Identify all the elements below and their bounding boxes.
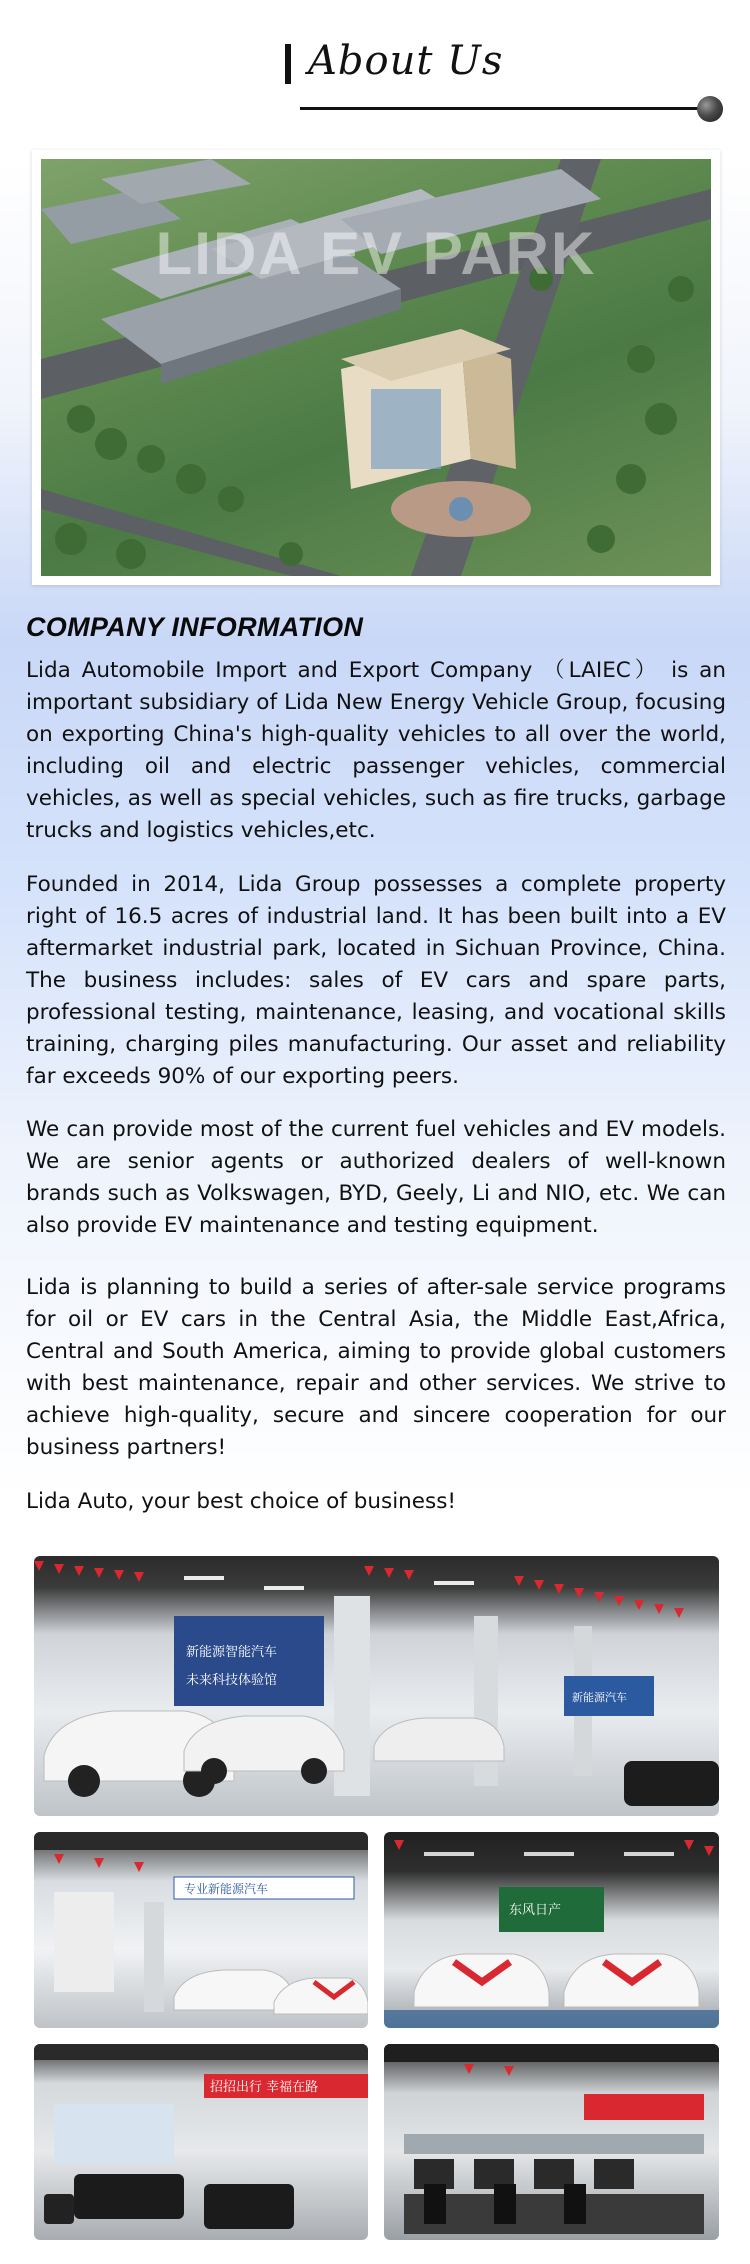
company-information-heading: COMPANY INFORMATION [26, 612, 364, 642]
showroom-sign-3: 新能源汽车 [572, 1691, 627, 1704]
company-tagline: Lida Auto, your best choice of business! [26, 1489, 457, 1514]
office-photo [384, 2044, 719, 2240]
underline-ball-icon [697, 96, 723, 122]
company-paragraph-1: Lida Automobile Import and Export Company （LAIEC） is an important subsidiary of Lida New Energy Vehicle Group, focusing on exporting China's high-quality vehicles to all over the world, including oil and electric passenger vehicles, commercial vehicles, as well as special vehicles, such as fire trucks, garbage trucks and logistics vehicles,etc. [26, 658, 726, 843]
showroom-photo-3 [384, 1832, 719, 2028]
company-paragraph-3: We can provide most of the current fuel vehicles and EV models. We are senior agents or authorized dealers of well-known brands such as Volkswagen, BYD, Geely, Li and NIO, etc. We can also provide EV maintenance and testing equipment. [26, 1117, 726, 1238]
ev-park-aerial-image [41, 159, 711, 576]
lounge-photo-1 [34, 2044, 368, 2240]
company-paragraph-2: Founded in 2014, Lida Group possesses a complete property right of 16.5 acres of industrial land. It has been built into a EV aftermarket industrial park, located in Sichuan Province, China. The business includes: sales of EV cars and spare parts, professional testing, maintenance, leasing, and vocational skills training, charging piles manufacturing. Our asset and reliability far exceeds 90% of our exporting peers. [26, 872, 726, 1089]
header [0, 30, 750, 130]
showroom-sign-1: 新能源智能汽车 [186, 1645, 278, 1660]
photo2-sign: 专业新能源汽车 [184, 1882, 269, 1896]
white-car-2 [184, 1716, 344, 1784]
company-paragraph-4: Lida is planning to build a series of after-sale service programs for oil or EV cars in the Central Asia, the Middle East,Africa, Central and South America, aiming to provide global customers with best maintenance, repair and other services. We strive to achieve high-quality, secure and sincere cooperation for our business partners! [26, 1275, 726, 1460]
hero-image-frame [32, 150, 720, 585]
showroom-sign-2: 未来科技体验馆 [186, 1673, 278, 1688]
title-accent-bar [285, 44, 291, 84]
hero-overlay-text: LIDA EV PARK [155, 220, 597, 287]
page-title: About Us [308, 38, 504, 84]
title-underline [300, 107, 700, 110]
showroom-photo-2 [34, 1832, 368, 2028]
white-car-3 [374, 1718, 504, 1761]
photo4-sign: 招招出行 幸福在路 [210, 2080, 319, 2095]
showroom-photo-main [34, 1556, 719, 1816]
photo3-sign: 东风日产 [509, 1903, 562, 1918]
